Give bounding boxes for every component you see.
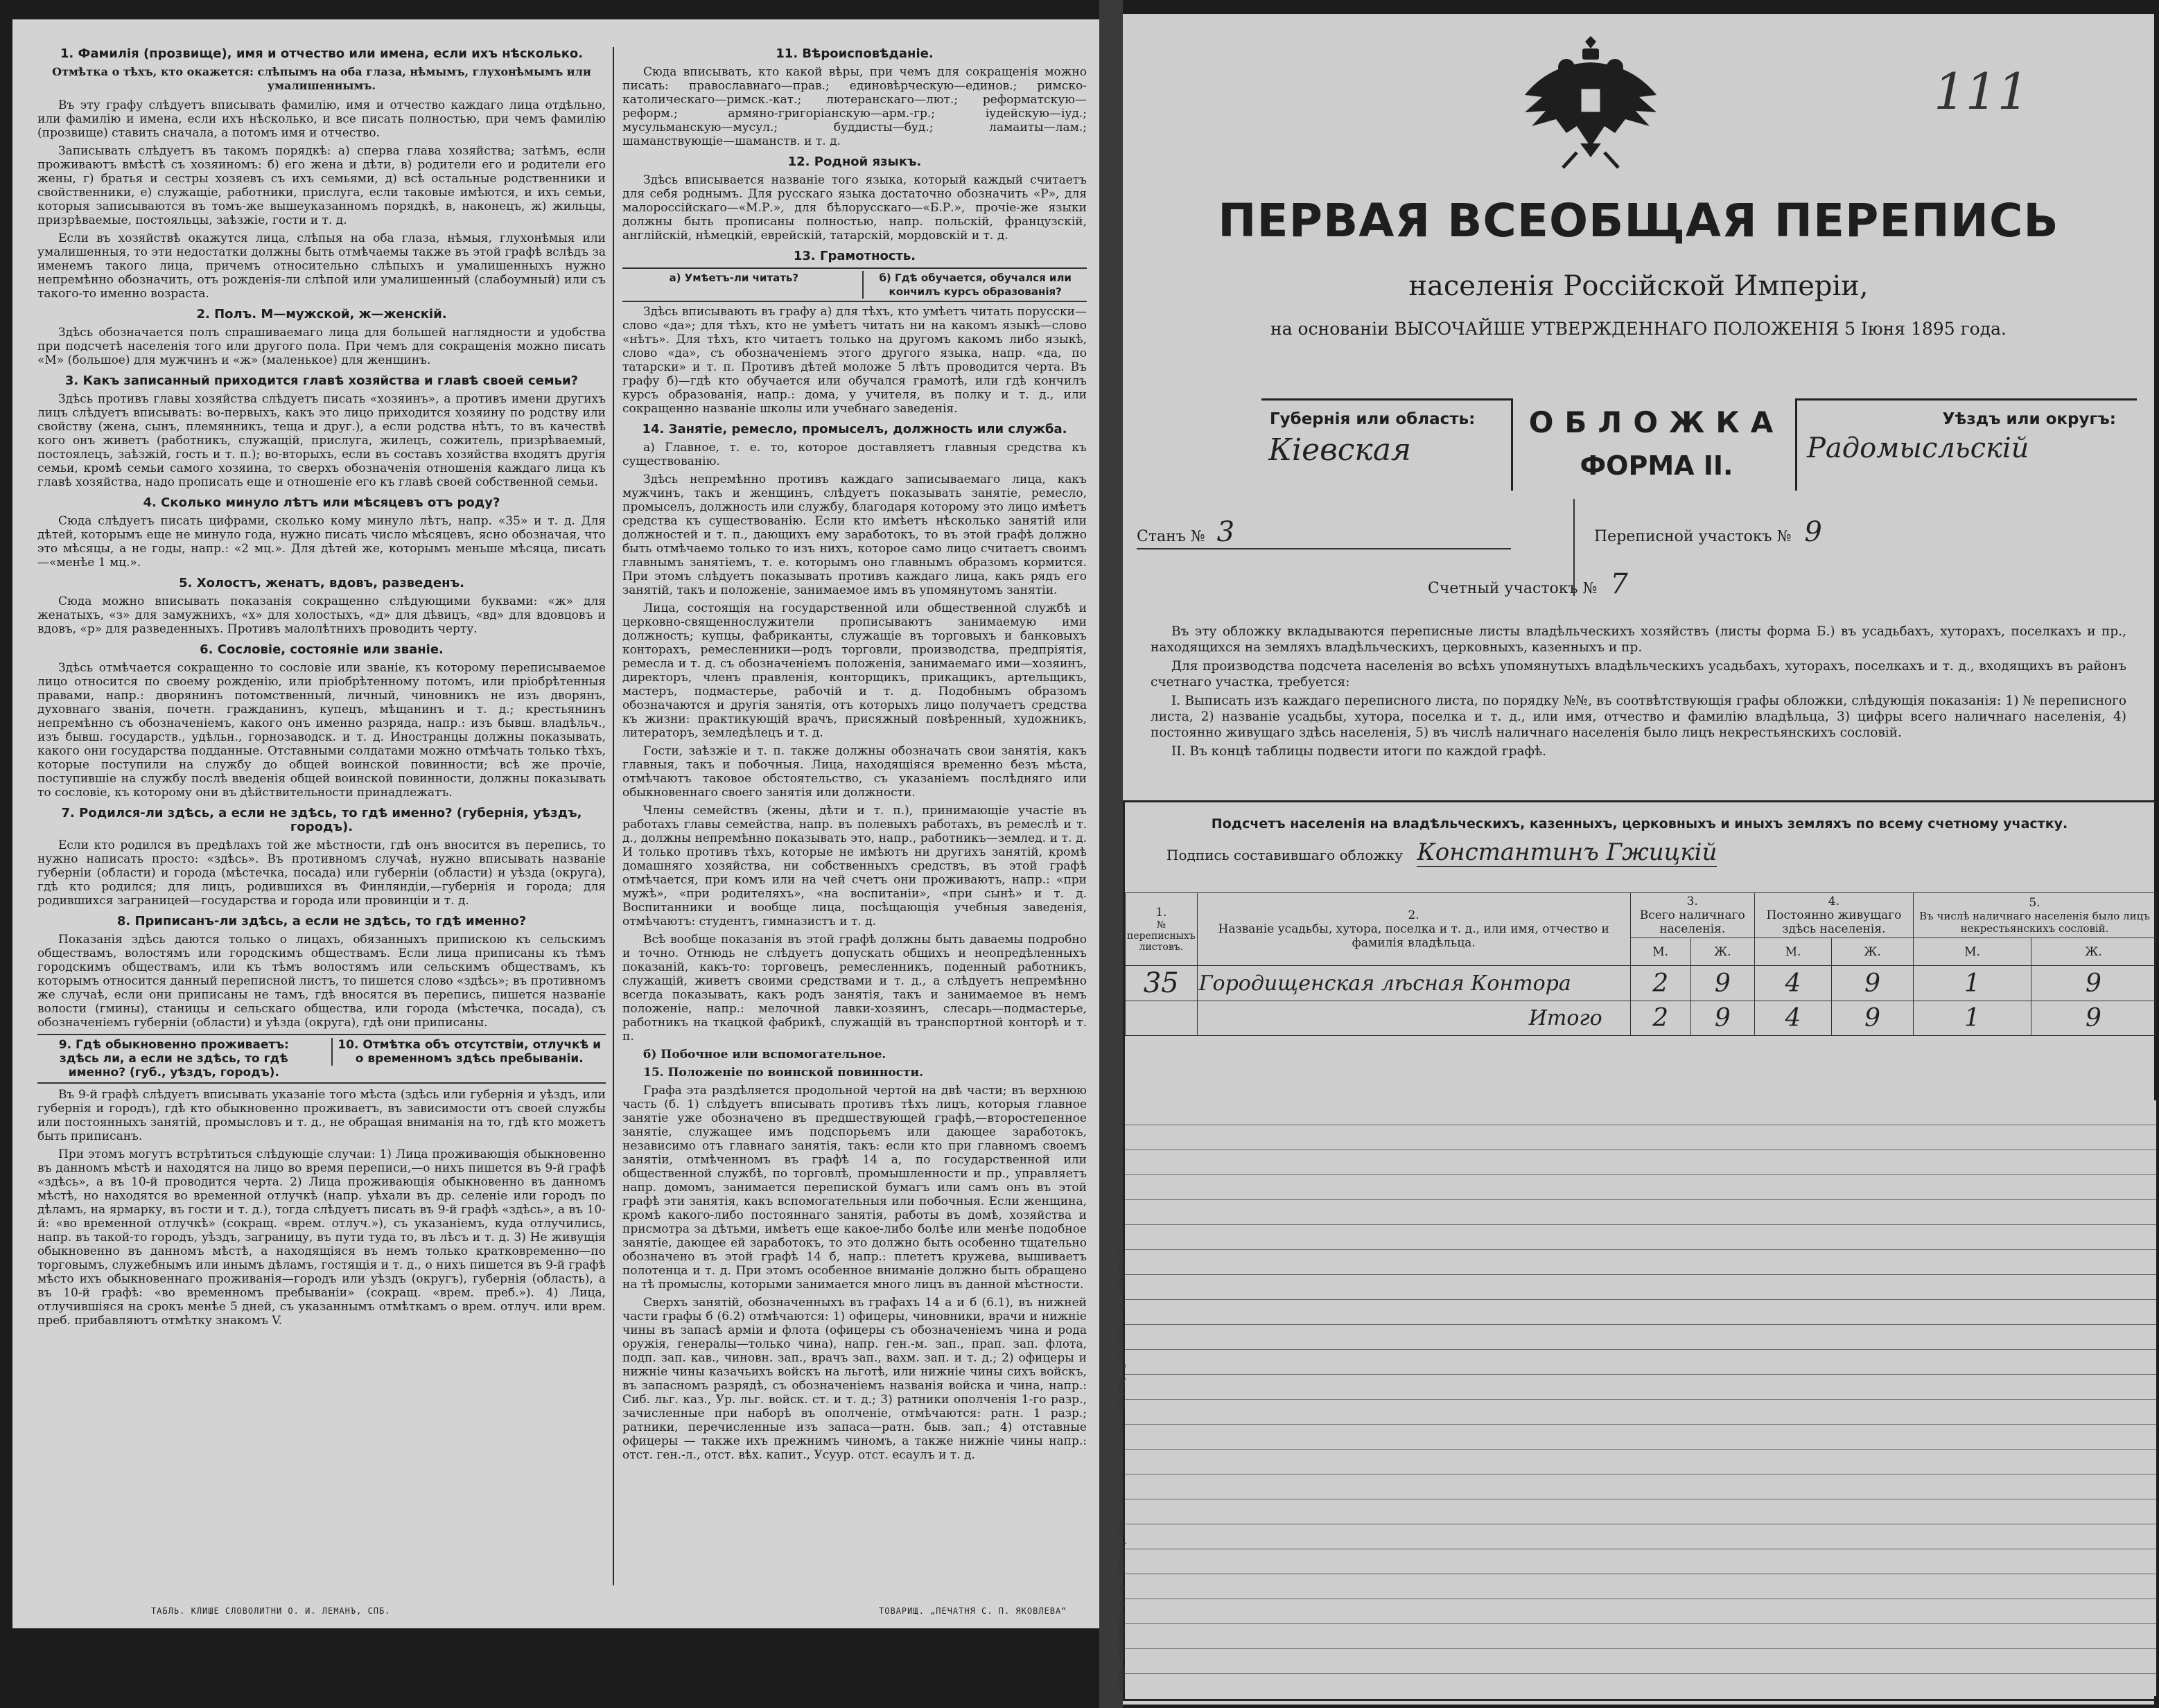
row-estate-name: Городищенская лѣсная Контора (1197, 966, 1630, 1001)
row-value: 9 (1690, 966, 1754, 1001)
col-number: 5. (2029, 896, 2040, 910)
instructions-page (12, 19, 1099, 1628)
schetny-field (1428, 568, 1628, 600)
form-type-title: ОБЛОЖКА (1528, 405, 1785, 439)
gubernia-label: Губернія или область: (1270, 410, 1476, 428)
section-13-text: Здѣсь вписывають въ графу а) для тѣхъ, кто умѣетъ читать порусски—слово «да»; для тѣхъ, кто не умѣетъ читать ни на какомъ языкѣ—слово «нѣтъ». Для тѣхъ, кто читаетъ только на другомъ какомъ либо языкѣ, слово «да», съ обозначеніемъ этого другого языка, напр. «да, по татарски» и т. п. Противъ дѣтей моложе 5 лѣтъ проводится черта. Въ графу б)—гдѣ кто обучается или обучался грамотѣ, или гдѣ кончилъ курсъ образованія, напр.: дома, у учителя, въ полку и т. д., или сокращенно названіе школы или учебнаго заведенія. (622, 305, 1087, 416)
section-11-text: Сюда вписывать, кто какой вѣры, при чемъ для сокращенія можно писать: православнаго—прав.; единовѣрческую—единов.; римско-католическаго—римск.-кат.; лютеранскаго—лют.; реформатскую—реформ.; армяно-григоріанскую—арм.-гр.; іудейскую—іуд.; мусульманскую—мусул.; буддисты—буд.; ламаиты—лам.; шаманствующіе—шаманств. и т. д. (622, 65, 1087, 148)
perepisnoi-label: Переписной участокъ № (1594, 528, 1792, 545)
section-8-text: Показанія здѣсь даются только о лицахъ, обязанныхъ припискою къ сельскимъ обществамъ, волостямъ или городскимъ обществамъ. Если лица приписаны къ тѣмъ городскимъ обществамъ, или къ тѣмъ волостямъ или сельскимъ обществамъ, къ которымъ относится данный переписной листъ, то пишется слово «здѣсь»; въ противномъ же случаѣ, если они приписаны не тамъ, гдѣ вносятся въ перепись, пишется названіе волости (гмины), станицы и сельскаго общества, или города (мѣстечка, посада), съ обозначеніемъ губерніи (области) и уѣзда (округа), гдѣ они приписаны. (37, 933, 606, 1030)
section-4-title: 4. Сколько минуло лѣтъ или мѣсяцевъ отъ роду? (143, 495, 500, 510)
section-9-text: При этомъ могутъ встрѣтиться слѣдующіе случаи: 1) Лица проживающія обыкновенно въ данномъ мѣстѣ и находятся на лицо во время переписи,—о нихъ пишется въ 9-й графѣ «здѣсь», а въ 10-й проводится черта. 2) Лица проживающія обыкновенно въ данномъ мѣстѣ, но находятся во временной отлучкѣ (напр. уѣхали въ др. селеніе или городъ по дѣламъ, на ярмарку, въ гости и т. д.), тогда слѣдуетъ писать въ 9-й графѣ «здѣсь», а въ 10-й: «во временной отлучкѣ» (сокращ. «врем. отлуч.»), съ указаніемъ, куда отлучились, напр. въ такой-то городъ, уѣздъ, заграницу, въ пути туда то, въ лѣсъ и т. д. 3) Не живущія обыкновенно въ данномъ мѣстѣ, а находящіяся въ немъ только кратковременно—по торговымъ, служебнымъ или инымъ дѣламъ, гостящія и т. д., о нихъ пишется въ 9-й графѣ мѣсто ихъ обыкновеннаго проживанія—городъ или уѣздъ (округъ), губернія (область), а въ 10-й графѣ: «во временномъ пребываніи» (сокращ. «врем. преб.»). 4) Лица, отлучившіяся на срокъ менѣе 5 дней, съ указаннымъ отмѣткамъ о врем. отлуч. или врем. преб. прибавляютъ отмѣтку знакомъ V. (37, 1147, 606, 1328)
col2-header: Названіе усадьбы, хутора, поселка и т. д., или имя, отчество и фамилія владѣльца. (1218, 922, 1609, 950)
section-5-title: 5. Холостъ, женатъ, вдовъ, разведенъ. (179, 576, 464, 590)
archive-page-number: 111 (1934, 62, 2029, 121)
printer-imprint-vertical: ТОВАРИЩ. „ПЕЧАТНЯ С. П. ЯКОВЛЕВА“ (1117, 1248, 1127, 1414)
section-14-text: Лица, состоящія на государственной или общественной службѣ и церковно-священнослужители прописываютъ занимаемую ими должность; купцы, фабриканты, служащіе въ торговыхъ и банковыхъ конторахъ, ремесленники—родъ торговли, производства, предпріятія, ремесла и т. д. съ обозначеніемъ положенія, занимаемаго ими—хозяинъ, директоръ, членъ правленія, конторщикъ, прикащикъ, артельщикъ, мастеръ, подмастерье, рабочій и т. д. Подобнымъ образомъ обозначаются и другія занятія, отъ которыхъ лицо получаетъ средства къ жизни: практикующій врачъ, присяжный повѣренный, художникъ, литераторъ, земледѣлецъ и т. д. (622, 601, 1087, 740)
double-headed-eagle-icon (1511, 29, 1670, 175)
census-title: ПЕРВАЯ ВСЕОБЩАЯ ПЕРЕПИСЬ (1218, 194, 2059, 247)
sex-zh: Ж. (2031, 938, 2156, 966)
section-3-title: 3. Какъ записанный приходится главѣ хозяйства и главѣ своей семьи? (64, 373, 579, 388)
uezd-label: Уѣздъ или округъ: (1942, 410, 2116, 428)
sex-m: М. (1630, 938, 1690, 966)
section-7-title: 7. Родился-ли здѣсь, а если не здѣсь, то гдѣ именно? (губернія, уѣздъ, городъ). (61, 806, 582, 834)
row-sheet-number: 35 (1126, 966, 1198, 1001)
section-13b: б) Гдѣ обучается, обучался или кончилъ курсъ образованія? (862, 271, 1087, 299)
section-14-title: 14. Занятіе, ремесло, промыселъ, должность или служба. (642, 422, 1067, 437)
signature-value: Константинъ Гжицкій (1417, 838, 1717, 866)
uezd-box (1795, 398, 2137, 491)
section-9-title: 9. Гдѣ обыкновенно проживаетъ: здѣсь ли, а если не здѣсь, то гдѣ именно? (губ., уѣздъ, городъ). (58, 1038, 289, 1080)
row-value: 9 (1832, 966, 1914, 1001)
total-value: 9 (2031, 1001, 2156, 1036)
sex-m: М. (1754, 938, 1831, 966)
section-14-text: а) Главное, т. е. то, которое доставляетъ главныя средства къ существованію. (622, 441, 1087, 468)
census-cover-form (1117, 14, 2154, 1705)
section-1-text: Если въ хозяйствѣ окажутся лица, слѣпыя на оба глаза, нѣмыя, глухонѣмыя или умалишенныя, то эти недостатки должны быть отмѣчаемы также въ этой графѣ вслѣдъ за именемъ такого лица, причемъ относительно слѣпыхъ и умалишенныхъ нужно непремѣнно обозначить, отъ рожденія-ли слѣпой или умалишенный (слабоумный) или съ такого-то именно возраста. (37, 231, 606, 301)
total-value: 9 (1690, 1001, 1754, 1036)
intro-paragraph: Для производства подсчета населенія во всѣхъ упомянутыхъ владѣльческихъ усадьбахъ, хуторахъ, поселкахъ и т. д., входящихъ въ районъ счетнаго участка, требуется: (1151, 659, 2126, 689)
stan-field (1137, 516, 1511, 549)
population-count-table (1123, 800, 2154, 1701)
stan-label: Станъ № (1137, 528, 1205, 545)
section-1-note: Отмѣтка о тѣхъ, кто окажется: слѣпымъ на оба глаза, нѣмымъ, глухонѣмымъ или умалишеннымъ. (52, 65, 591, 92)
section-15-text: Графа эта раздѣляется продольной чертой на двѣ части; въ верхнюю часть (б. 1) слѣдуетъ вписывать противъ тѣхъ лицъ, которыя главное занятіе уже обозначено въ предшествующей графѣ,—второстепенное занятіе, служащее имъ подспорьемъ или дающее заработокъ, независимо отъ главнаго занятія, такъ: если кто при главномъ своемъ занятіи, отмѣченномъ въ графѣ 14 а, по государственной или общественной службѣ, по торговлѣ, промышленности и пр., управляетъ напр. домомъ, занимается перепиской бумагъ или самъ онъ въ этой графѣ эти занятія, какъ вспомогательныя или побочныя. Если женщина, кромѣ какого-либо постояннаго занятія, работы въ домѣ, хозяйства и присмотра за дѣтьми, имѣетъ еще какое-либо болѣе или менѣе подобное занятіе, дающее ей заработокъ, то это должно быть особенно тщательно обозначено въ этой графѣ 14 б, напр.: плететъ кружева, вышиваетъ полотенца и т. д. При этомъ особенное вниманіе должно быть обращено на тѣ промыслы, которыми занимается много лицъ въ данной мѣстности. (622, 1084, 1087, 1292)
section-3-text: Здѣсь противъ главы хозяйства слѣдуетъ писать «хозяинъ», а противъ имени другихъ лицъ слѣдуетъ вписывать: во-первыхъ, какъ это лицо приходится хозяину по родству или свойству (жена, сынъ, племянникъ, теща и друг.), а если родства нѣтъ, то въ качествѣ кого онъ живетъ (работникъ, служащій, прислуга, жилецъ, сожитель, призрѣваемый, постоялецъ, заѣзжій, гость и т. п.); во-вторыхъ, если въ составъ хозяйства входятъ другія семьи, кромѣ семьи самого хозяина, то сверхъ обозначенія отношенія каждаго лица къ главѣ хозяйства, надо прописать еще и отношеніе его къ главѣ своей собственной семьи. (37, 392, 606, 489)
col4-header: Постоянно живущаго здѣсь населенія. (1766, 908, 1902, 936)
total-value: 1 (1913, 1001, 2031, 1036)
total-value: 4 (1754, 1001, 1831, 1036)
blank-ruled-rows (1125, 1100, 2156, 1696)
section-2-title: 2. Полъ. М—мужской, ж—женскій. (196, 307, 447, 322)
section-4-text: Сюда слѣдуетъ писать цифрами, сколько кому минуло лѣтъ, напр. «35» и т. д. Для дѣтей, которымъ еще не минуло года, нужно писать число мѣсяцевъ, ясно обозначая, что это мѣсяцы, а не годы, напр.: «2 мц.». Для дѣтей же, которымъ меньше мѣсяца, писать—«менѣе 1 мц.». (37, 514, 606, 570)
section-11-title: 11. Вѣроисповѣданіе. (776, 46, 934, 61)
section-1-text: Въ эту графу слѣдуетъ вписывать фамилію, имя и отчество каждаго лица отдѣльно, или фамилію и имена, если ихъ нѣсколько, и все писать полностью, при чемъ фамилію (прозвище) ставить сначала, а потомъ имя и отчество. (37, 98, 606, 140)
instructions-column-right (622, 40, 1087, 1599)
total-row (1126, 1001, 2156, 1036)
section-2-text: Здѣсь обозначается полъ спрашиваемаго лица для большей наглядности и удобства при подсчетѣ населенія того или другого пола. При чемъ для сокращенія можно писать «М» (большое) для мужчинъ и «ж» (маленькое) для женщинъ. (37, 326, 606, 367)
printer-imprint: ТАБЛЬ. КЛИШЕ СЛОВОЛИТНИ О. И. ЛЕМАНЪ, СПБ. (151, 1606, 391, 1616)
printer-imprint: ТОВАРИЩ. „ПЕЧАТНЯ С. П. ЯКОВЛЕВА“ (879, 1606, 1067, 1616)
sex-zh: Ж. (1832, 938, 1914, 966)
table-row (1126, 966, 2156, 1001)
total-value: 2 (1630, 1001, 1690, 1036)
col-number: 3. (1686, 895, 1698, 908)
col3-header: Всего наличнаго населенія. (1639, 908, 1745, 936)
section-5-text: Сюда можно вписывать показанія сокращенно слѣдующими буквами: «ж» для женатыхъ, «з» для замужнихъ, «х» для холостыхъ, «д» для дѣвицъ, «вд» для вдовцовъ и вдовъ, «р» для разведенныхъ. Противъ малолѣтнихъ проводить черту. (37, 595, 606, 636)
uezd-value: Радомысльскій (1807, 432, 2029, 464)
section-9-text: Въ 9-й графѣ слѣдуетъ вписывать указаніе того мѣста (здѣсь или губернія и уѣздъ, или губернія и городъ), гдѣ кто обыкновенно проживаетъ, въ зависимости отъ своей службы или постоянныхъ занятій, промысловъ и т. д., не обращая вниманія на то, гдѣ кто можетъ быть приписанъ. (37, 1088, 606, 1143)
row-value: 2 (1630, 966, 1690, 1001)
gubernia-value: Кіевская (1268, 432, 1412, 468)
section-14b-title: б) Побочное или вспомогательное. (643, 1048, 886, 1062)
instructions-column-left (37, 40, 606, 1585)
section-13-title: 13. Грамотность. (793, 249, 916, 263)
perepisnoi-field (1594, 516, 1822, 548)
section-6-text: Здѣсь отмѣчается сокращенно то сословіе или званіе, къ которому переписываемое лицо относится по своему рожденію, или пріобрѣтенному потомъ, или пріобрѣтенныя правами, напр.: дворянинъ потомственный, личный, чиновникъ не изъ дворянъ, духовнаго званія, почетн. гражданинъ, купецъ, мѣщанинъ и т. д.; крестьянинъ непремѣнно съ обозначеніемъ, какого онъ именно разряда, напр.: изъ бывш. владѣльч., изъ бывш. государств., удѣльн., горнозаводск. и т. д. Иностранцы должны показывать, какого они государства подданные. Отставными солдатами можно отмѣчать только тѣхъ, которые поступили на службу до общей воинской повинности; всѣ же прочіе, поступившіе на службу послѣ введенія общей воинской повинности, должны показывать то сословіе, къ которому они въ дѣйствительности принадлежатъ. (37, 661, 606, 800)
section-15-title: 15. Положеніе по воинской повинности. (643, 1066, 924, 1080)
section-12-text: Здѣсь вписывается названіе того языка, который каждый считаетъ для себя роднымъ. Для русскаго языка достаточно обозначить «Р», для малороссійскаго—«М.Р.», для бѣлорусскаго—«Б.Р.», прочіе-же языки должны быть прописаны полностью, напр. польскій, французскій, англійскій, нѣмецкій, еврейскій, татарскій, мордовскій и т. д. (622, 173, 1087, 243)
section-12-title: 12. Родной языкъ. (787, 155, 922, 169)
count-grid (1125, 892, 2156, 1036)
census-decree: на основаніи ВЫСОЧАЙШЕ УТВЕРЖДЕННАГО ПОЛОЖЕНІЯ 5 Іюня 1895 года. (1270, 319, 2007, 339)
row-value: 1 (1913, 966, 2031, 1001)
instructions-block (1123, 624, 2154, 762)
table-title: Подсчетъ населенія на владѣльческихъ, казенныхъ, церковныхъ и иныхъ земляхъ по всему счетному участку. (1211, 816, 2068, 831)
section-15-text: Сверхъ занятій, обозначенныхъ въ графахъ 14 а и б (6.1), въ нижней части графы б (6.2) отмѣчаются: 1) офицеры, чиновники, врачи и нижніе чины въ запасѣ арміи и флота (офицеры съ обозначеніемъ чина и рода оружія, генералы—только чина), напр. ген.-м. зап., прап. зап. флота, подп. зап. кав., чиновн. зап., врачъ зап., вахм. зап. и т. д.; 2) офицеры и нижніе чины казачьихъ войскъ на льготѣ, или нижніе чины сихъ войскъ, въ запасномъ разрядѣ, съ обозначеніемъ названія войска и чина, напр.: Сиб. льг. каз., Ур. льг. войск. ст. и т. д.; 3) ратники ополченія 1-го разр., зачисленные при наборѣ въ ополченіе, отмѣчаются: ратн. 1 разр.; ратники, перечисленные изъ запаса—ратн. быв. зап.; 4) отставные офицеры — также ихъ прежнимъ чиномъ, а также нижніе чины напр.: отст. ген.-л., отст. вѣх. капит., Усуур. отст. есаулъ и т. д. (622, 1296, 1087, 1462)
section-7-text: Если кто родился въ предѣлахъ той же мѣстности, гдѣ онъ вносится въ перепись, то нужно написать просто: «здѣсь». Въ противномъ случаѣ, нужно вписывать названіе губерніи (области) и города (мѣстечка, посада) или губерніи (области) и уѣзда (округа), гдѣ кто родился; для лицъ, родившихся въ Финляндіи,—губернія и города; для родившихся заграницей—государства и города или провинціи и т. д. (37, 838, 606, 908)
schetny-label: Счетный участокъ № (1428, 580, 1598, 597)
stan-value: 3 (1216, 516, 1235, 548)
section-8-title: 8. Приписанъ-ли здѣсь, а если не здѣсь, то гдѣ именно? (116, 914, 527, 928)
col-number: 4. (1828, 895, 1839, 908)
total-label: Итого (1197, 1001, 1630, 1036)
intro-paragraph: II. Въ концѣ таблицы подвести итоги по каждой графѣ. (1171, 744, 1546, 759)
row-value: 4 (1754, 966, 1831, 1001)
section-14-text: Здѣсь непремѣнно противъ каждаго записываемаго лица, какъ мужчинъ, такъ и женщинъ, слѣдуетъ показывать занятіе, ремесло, промыселъ, должность или службу, благодаря которому это лицо имѣетъ средства къ существованію. Если кто имѣетъ нѣсколько занятій или должностей и т. п., дающихъ ему заработокъ, то въ этой графѣ должно быть отмѣчаемо только то изъ нихъ, которое само лицо считаетъ своимъ главнымъ занятіемъ, т. е. которымъ оно главнымъ образомъ кормится. При этомъ слѣдуетъ показывать противъ каждаго лица, какъ рядъ его занятій, такъ и положеніе, занимаемое имъ въ упомянутомъ занятіи. (622, 473, 1087, 597)
section-10-title: 10. Отмѣтка объ отсутствіи, отлучкѣ и о временномъ здѣсь пребываніи. (331, 1038, 606, 1066)
gubernia-box (1261, 398, 1513, 491)
census-subtitle: населенія Россійской Имперіи, (1408, 270, 1869, 302)
section-6-title: 6. Сословіе, состояніе или званіе. (200, 642, 444, 657)
signature-line (1166, 838, 2154, 866)
sex-zh: Ж. (1690, 938, 1754, 966)
intro-paragraph: Въ эту обложку вкладываются переписные листы владѣльческихъ хозяйствъ (листы форма Б.) въ усадьбахъ, хуторахъ, поселкахъ и пр., находящихся на земляхъ владѣльческихъ, церковныхъ, казенныхъ и пр. (1151, 624, 2126, 655)
total-value: 9 (1832, 1001, 1914, 1036)
section-13a: а) Умѣетъ-ли читать? (669, 272, 799, 284)
book-spine (1099, 0, 1123, 1708)
signature-label: Подпись составившаго обложку (1166, 847, 1404, 863)
intro-paragraph: I. Выписать изъ каждаго переписного листа, по порядку №№, въ соотвѣтствующія графы обложки, слѣдующія показанія: 1) № переписного листа, 2) названіе усадьбы, хутора, поселка и т. д., или имя, отчество и фамилію владѣльца, 3) цифры всего наличнаго населенія, 4) постоянно живущаго здѣсь населенія, 5) въ числѣ наличнаго населенія было лицъ некрестьянскихъ сословій. (1151, 694, 2126, 740)
row-value: 9 (2031, 966, 2156, 1001)
col-number: 1. (1155, 906, 1167, 919)
col-number: 2. (1408, 908, 1419, 922)
form-number: ФОРМА II. (1580, 450, 1733, 481)
section-14-text: Гости, заѣзжіе и т. п. также должны обозначать свои занятія, какъ главныя, такъ и побочныя. Лица, находящіяся временно безъ мѣста, отмѣчаютъ таковое обстоятельство, съ указаніемъ послѣдняго или обыкновеннаго своего занятія или должности. (622, 744, 1087, 800)
col5-header: Въ числѣ наличнаго населенія было лицъ некрестьянскихъ сословій. (1919, 910, 2150, 935)
col1-header: № переписныхъ листовъ. (1127, 919, 1196, 953)
section-14-text: Члены семействъ (жены, дѣти и т. п.), принимающіе участіе въ работахъ главы семейства, напр. въ полевыхъ работахъ, въ ремеслѣ и т. д., должны непремѣнно показывать это, напр., работникъ—землед. и т. д. И только противъ тѣхъ, которые не имѣютъ ни другихъ занятій, кромѣ домашняго хозяйства, ни собственныхъ средствъ, въ этой графѣ отмѣчается, при комъ или на чей счетъ они проживаютъ, напр.: «при мужѣ», «при родителяхъ», «на воспитаніи», «при сынѣ» и т. д. Воспитанники и вообще лица, посѣщающія учебныя заведенія, отмѣчаютъ: студентъ, гимназистъ и т. д. (622, 804, 1087, 928)
column-divider (613, 47, 614, 1585)
section-1-text: Записывать слѣдуетъ въ такомъ порядкѣ: а) сперва глава хозяйства; затѣмъ, если проживаютъ вмѣстѣ съ хозяиномъ: б) его жена и дѣти, в) родители его и родители его жены, г) братья и сестры хозяевъ съ ихъ семьями, д) всѣ остальные родственники и свойственники, е) служащіе, работники, прислуга, если таковые имѣются, и ихъ семьи, которыя записываются въ томъ-же вышеуказанномъ порядкѣ, в, наконецъ, ж) жильцы, призрѣваемые, постояльцы, заѣзжіе, гости и т. д. (37, 144, 606, 227)
section-1-title: 1. Фамилія (прозвище), имя и отчество или имена, если ихъ нѣсколько. (60, 46, 584, 61)
sex-m: М. (1913, 938, 2031, 966)
printer-imprint-vertical: КЛИШЕ СЛОВОЛИТНИ О. И. ЛЕМАНЪ, СПБ. (1117, 1515, 1127, 1691)
perepisnoi-value: 9 (1804, 516, 1822, 548)
schetny-value: 7 (1610, 568, 1628, 600)
section-14-text: Всѣ вообще показанія въ этой графѣ должны быть даваемы подробно и точно. Отнюдь не слѣдуетъ допускать общихъ и неопредѣленныхъ показаній, какъ-то: торговецъ, ремесленникъ, поденный работникъ, служащій, живетъ своими средствами и т. д., а слѣдуетъ непремѣнно всегда показывать, какъ родъ занятія, такъ и занимаемое въ немъ положеніе, напр.: мелочной лавки-хозяинъ, слесарь—подмастерье, работникъ на ткацкой фабрикѣ, служащій въ транспортной конторѣ и т. п. (622, 933, 1087, 1044)
